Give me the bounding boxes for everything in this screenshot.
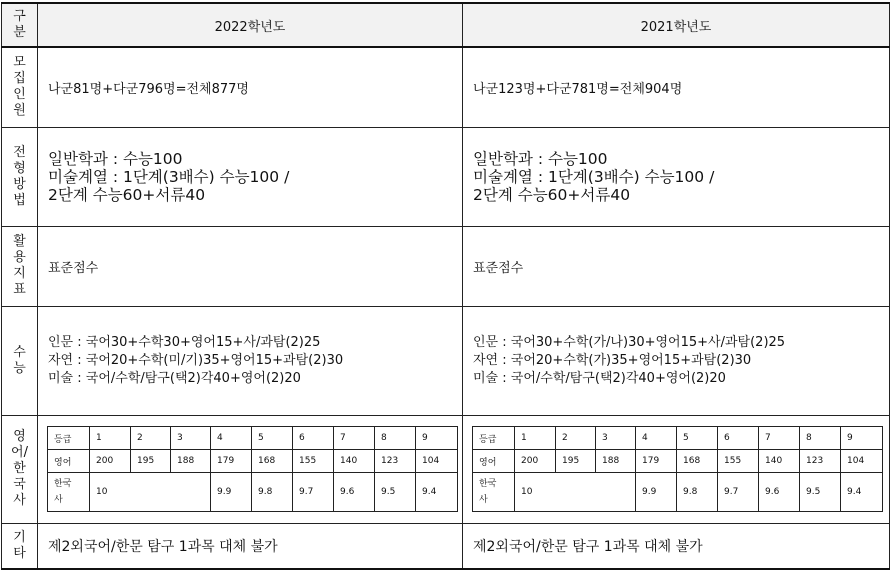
english-score: 140: [759, 450, 800, 473]
grade-cell: 4: [211, 427, 252, 450]
grade-cell: 9: [841, 427, 883, 450]
grade-cell: 1: [90, 427, 131, 450]
grade-cell: 8: [800, 427, 841, 450]
grade-table-2022: [47, 426, 458, 512]
etc-2021: 제2외국어/한문 탐구 1과목 대체 불가: [463, 523, 890, 569]
method-label: 전 형 방 법: [2, 127, 38, 226]
recruit-2021: 나군123명+다군781명=전체904명: [463, 47, 890, 127]
grade-table-2021: [472, 426, 883, 512]
grade-cell: 6: [293, 427, 334, 450]
korean-history-score: 9.4: [416, 473, 458, 512]
grade-label: 등급: [473, 427, 515, 450]
english-score: 123: [800, 450, 841, 473]
english-score: 168: [252, 450, 293, 473]
english-score: 179: [636, 450, 677, 473]
grade-row: [48, 427, 458, 450]
korean-history-score: 9.5: [800, 473, 841, 512]
method-2022: [38, 127, 463, 226]
comparison-table: [1, 2, 890, 570]
grade-cell: 5: [252, 427, 293, 450]
english-score: 179: [211, 450, 252, 473]
index-row: [2, 226, 890, 306]
korean-history-score: 9.6: [759, 473, 800, 512]
grade-row: [473, 427, 883, 450]
english-score: 155: [718, 450, 759, 473]
suneung-2022: [38, 306, 463, 415]
etc-label: 기 타: [2, 523, 38, 569]
recruit-2022: 나군81명+다군796명=전체877명: [38, 47, 463, 127]
header-row: [2, 3, 890, 47]
english-label: 영어: [473, 450, 515, 473]
english-score: 188: [171, 450, 211, 473]
korean-history-score: 9.8: [252, 473, 293, 512]
korean-history-score: 9.5: [375, 473, 416, 512]
english-score: 200: [515, 450, 556, 473]
english-score-row: [473, 450, 883, 473]
grade-cell: 2: [556, 427, 596, 450]
english-score: 195: [556, 450, 596, 473]
english-score: 155: [293, 450, 334, 473]
suneung-2021: [463, 306, 890, 415]
suneung-row: [2, 306, 890, 415]
grade-cell: 3: [171, 427, 211, 450]
method-2021: [463, 127, 890, 226]
grade-cell: 8: [375, 427, 416, 450]
korean-history-score: 9.9: [636, 473, 677, 512]
index-2022: 표준점수: [38, 226, 463, 306]
english-score: 140: [334, 450, 375, 473]
grade-cell: 3: [596, 427, 636, 450]
korean-history-score: 10: [515, 473, 636, 512]
english-score: 104: [416, 450, 458, 473]
method-2022-text: 일반학과 : 수능100 미술계열 : 1단계(3배수) 수능100 / 2단계 수능60+서류40: [48, 149, 290, 204]
recruit-row: [2, 47, 890, 127]
korean-history-score: 9.7: [293, 473, 334, 512]
english-history-row: [2, 415, 890, 523]
method-2021-text: 일반학과 : 수능100 미술계열 : 1단계(3배수) 수능100 / 2단계 수능60+서류40: [473, 149, 715, 204]
korean-history-score: 9.6: [334, 473, 375, 512]
grade-cell: 7: [334, 427, 375, 450]
english-score: 168: [677, 450, 718, 473]
year-2022-header: 2022학년도: [38, 3, 463, 47]
korean-history-score: 9.4: [841, 473, 883, 512]
grade-cell: 2: [131, 427, 171, 450]
english-history-label: 영 어/ 한 국 사: [2, 415, 38, 523]
grade-label: 등급: [48, 427, 90, 450]
grade-cell: 6: [718, 427, 759, 450]
korean-history-label: 한국 사: [48, 473, 90, 512]
english-score: 188: [596, 450, 636, 473]
suneung-2022-text: 인문 : 국어30+수학30+영어15+사/과탐(2)25 자연 : 국어20+수학(미/기)35+영어15+과탐(2)30 미술 : 국어/수학/탐구(택2)각40+영어(2)20: [48, 334, 344, 386]
korean-history-score: 10: [90, 473, 211, 512]
korean-history-score: 9.8: [677, 473, 718, 512]
english-score: 123: [375, 450, 416, 473]
index-label: 활 용 지 표: [2, 226, 38, 306]
grade-cell: 9: [416, 427, 458, 450]
english-score: 200: [90, 450, 131, 473]
korean-history-row: [473, 473, 883, 512]
english-score-row: [48, 450, 458, 473]
index-2021: 표준점수: [463, 226, 890, 306]
grade-table-2022-cell: [38, 415, 463, 523]
korean-history-score: 9.7: [718, 473, 759, 512]
korean-history-label: 한국 사: [473, 473, 515, 512]
etc-2022: 제2외국어/한문 탐구 1과목 대체 불가: [38, 523, 463, 569]
method-row: [2, 127, 890, 226]
grade-cell: 4: [636, 427, 677, 450]
korean-history-row: [48, 473, 458, 512]
grade-cell: 1: [515, 427, 556, 450]
english-score: 195: [131, 450, 171, 473]
english-label: 영어: [48, 450, 90, 473]
english-score: 104: [841, 450, 883, 473]
suneung-2021-text: 인문 : 국어30+수학(가/나)30+영어15+사/과탐(2)25 자연 : 국어20+수학(가)35+영어15+과탐(2)30 미술 : 국어/수학/탐구(택2)각40+영어(2)20: [473, 334, 786, 386]
korean-history-score: 9.9: [211, 473, 252, 512]
grade-cell: 5: [677, 427, 718, 450]
category-header: 구 분: [2, 3, 38, 47]
year-2021-header: 2021학년도: [463, 3, 890, 47]
grade-table-2021-cell: [463, 415, 890, 523]
grade-cell: 7: [759, 427, 800, 450]
recruit-label: 모 집 인 원: [2, 47, 38, 127]
etc-row: [2, 523, 890, 569]
suneung-label: 수 능: [2, 306, 38, 415]
